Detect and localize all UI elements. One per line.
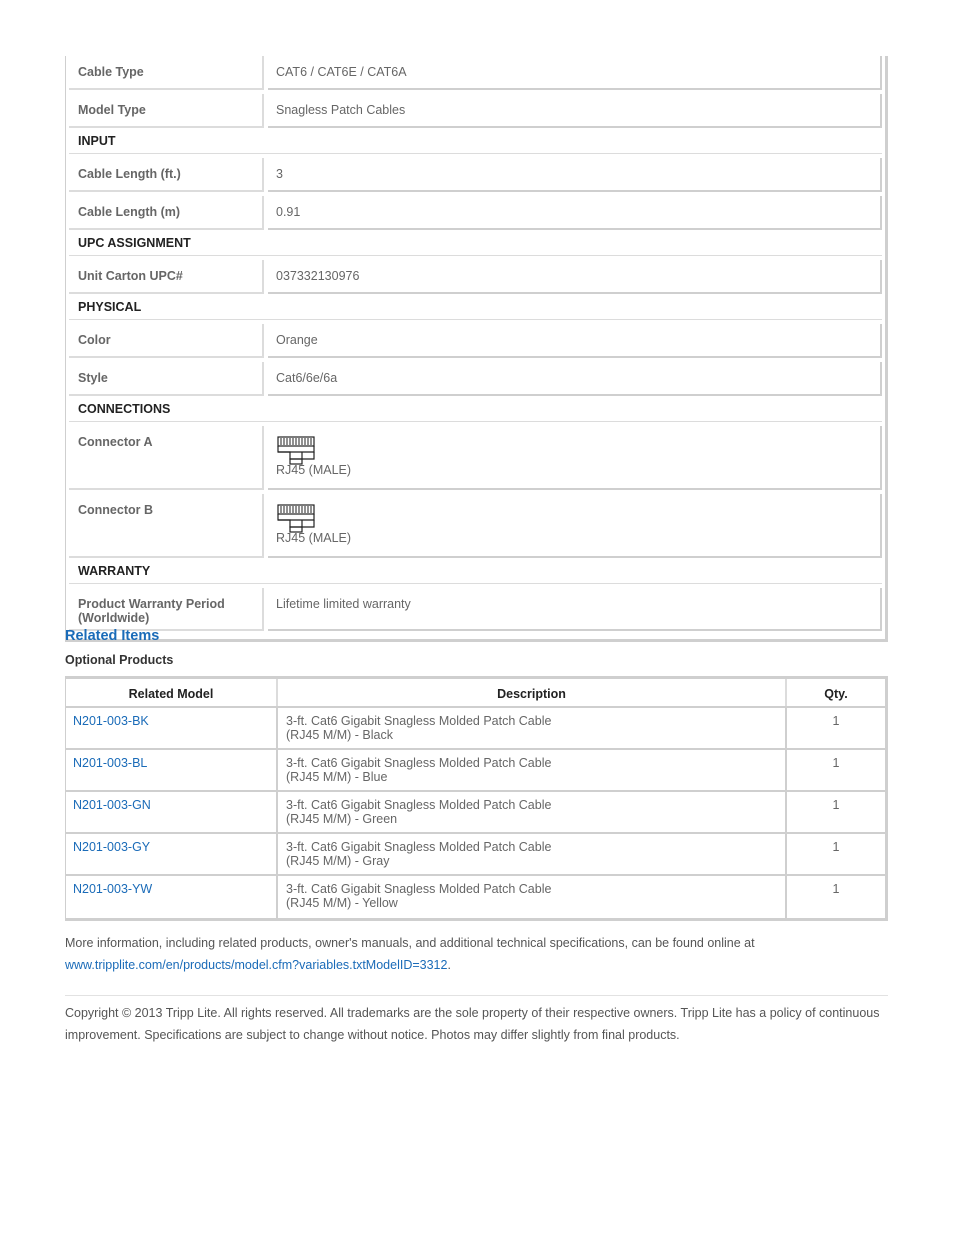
related-model-link[interactable]: N201-003-BL xyxy=(66,750,278,790)
footer-divider xyxy=(65,995,888,996)
more-info-text xyxy=(65,932,888,976)
more-info-sentence: More information, including related products, owner's manuals, and additional technical specifications, can be found online at xyxy=(65,936,755,950)
description-line: (RJ45 M/M) - Black xyxy=(286,728,393,742)
spec-row-style xyxy=(69,362,882,396)
spec-value: Snagless Patch Cables xyxy=(268,94,882,128)
spec-value: CAT6 / CAT6E / CAT6A xyxy=(268,56,882,90)
description-line: (RJ45 M/M) - Blue xyxy=(286,770,388,784)
related-model-link[interactable]: N201-003-GN xyxy=(66,792,278,832)
spec-label: Cable Type xyxy=(69,56,264,90)
section-heading-input: INPUT xyxy=(69,132,882,154)
related-description xyxy=(278,750,787,790)
spec-label: Cable Length (ft.) xyxy=(69,158,264,192)
spec-value: 0.91 xyxy=(268,196,882,230)
specifications-table xyxy=(65,56,888,642)
spec-value: Cat6/6e/6a xyxy=(268,362,882,396)
spec-label: Unit Carton UPC# xyxy=(69,260,264,294)
description-line: 3-ft. Cat6 Gigabit Snagless Molded Patch Cable xyxy=(286,756,552,770)
description-line: (RJ45 M/M) - Green xyxy=(286,812,398,826)
spec-label: Connector B xyxy=(69,494,264,558)
section-heading-connections: CONNECTIONS xyxy=(69,400,882,422)
connector-type: RJ45 (MALE) xyxy=(276,463,352,477)
related-model-link[interactable]: N201-003-YW xyxy=(66,876,278,918)
related-description xyxy=(278,792,787,832)
spec-value: 3 xyxy=(268,158,882,192)
spec-row-warranty xyxy=(69,588,882,631)
connector-type: RJ45 (MALE) xyxy=(276,531,352,545)
related-description xyxy=(278,834,787,874)
related-items-heading: Related Items xyxy=(65,628,160,644)
table-row xyxy=(66,834,885,876)
spec-value xyxy=(268,426,882,490)
table-row xyxy=(66,792,885,834)
section-heading-upc: UPC ASSIGNMENT xyxy=(69,234,882,256)
spec-label: Style xyxy=(69,362,264,396)
related-qty: 1 xyxy=(832,882,840,896)
section-heading-warranty: WARRANTY xyxy=(69,562,882,584)
spec-value: Orange xyxy=(268,324,882,358)
related-description xyxy=(278,876,787,918)
spec-row-color xyxy=(69,324,882,358)
table-row xyxy=(66,876,885,918)
description-line: 3-ft. Cat6 Gigabit Snagless Molded Patch Cable xyxy=(286,840,552,854)
column-header-qty: Qty. xyxy=(824,687,848,701)
description-line: 3-ft. Cat6 Gigabit Snagless Molded Patch Cable xyxy=(286,714,552,728)
table-header-row xyxy=(66,679,885,708)
spec-value: Lifetime limited warranty xyxy=(268,588,882,631)
section-heading-physical: PHYSICAL xyxy=(69,298,882,320)
description-line: 3-ft. Cat6 Gigabit Snagless Molded Patch Cable xyxy=(286,882,552,896)
spec-row-model-type xyxy=(69,94,882,128)
warranty-label-line1: Product Warranty Period xyxy=(78,597,225,611)
spec-label xyxy=(69,588,264,631)
description-line: (RJ45 M/M) - Gray xyxy=(286,854,390,868)
related-qty: 1 xyxy=(832,714,840,728)
related-description xyxy=(278,708,787,748)
spec-row-length-m xyxy=(69,196,882,230)
product-page-link[interactable]: www.tripplite.com/en/products/model.cfm?variables.txtModelID=3312 xyxy=(65,958,448,972)
table-row xyxy=(66,708,885,750)
spec-label: Connector A xyxy=(69,426,264,490)
column-header-model: Related Model xyxy=(66,679,278,706)
description-line: (RJ45 M/M) - Yellow xyxy=(286,896,398,910)
spec-label: Color xyxy=(69,324,264,358)
spec-row-upc xyxy=(69,260,882,294)
copyright-text: Copyright © 2013 Tripp Lite. All rights reserved. All trademarks are the sole property of their respective owners. Tripp Lite has a policy of continuous improvement. Specifications are subject to change without notice. Photos may differ slightly from final products. xyxy=(65,1006,880,1042)
spec-row-connector-b xyxy=(69,494,882,558)
link-suffix: . xyxy=(447,958,451,972)
related-qty: 1 xyxy=(832,798,840,812)
spec-label: Cable Length (m) xyxy=(69,196,264,230)
spec-row-cable-type xyxy=(69,56,882,90)
spec-value xyxy=(268,494,882,558)
spec-row-connector-a xyxy=(69,426,882,490)
table-row xyxy=(66,750,885,792)
related-products-table xyxy=(65,676,888,921)
related-model-link[interactable]: N201-003-BK xyxy=(66,708,278,748)
spec-value: 037332130976 xyxy=(268,260,882,294)
description-line: 3-ft. Cat6 Gigabit Snagless Molded Patch Cable xyxy=(286,798,552,812)
related-model-link[interactable]: N201-003-GY xyxy=(66,834,278,874)
spec-row-length-ft xyxy=(69,158,882,192)
warranty-label-line2: (Worldwide) xyxy=(78,611,150,625)
related-qty: 1 xyxy=(832,756,840,770)
related-qty: 1 xyxy=(832,840,840,854)
spec-label: Model Type xyxy=(69,94,264,128)
column-header-description: Description xyxy=(278,679,787,706)
optional-products-subheading: Optional Products xyxy=(65,653,174,667)
